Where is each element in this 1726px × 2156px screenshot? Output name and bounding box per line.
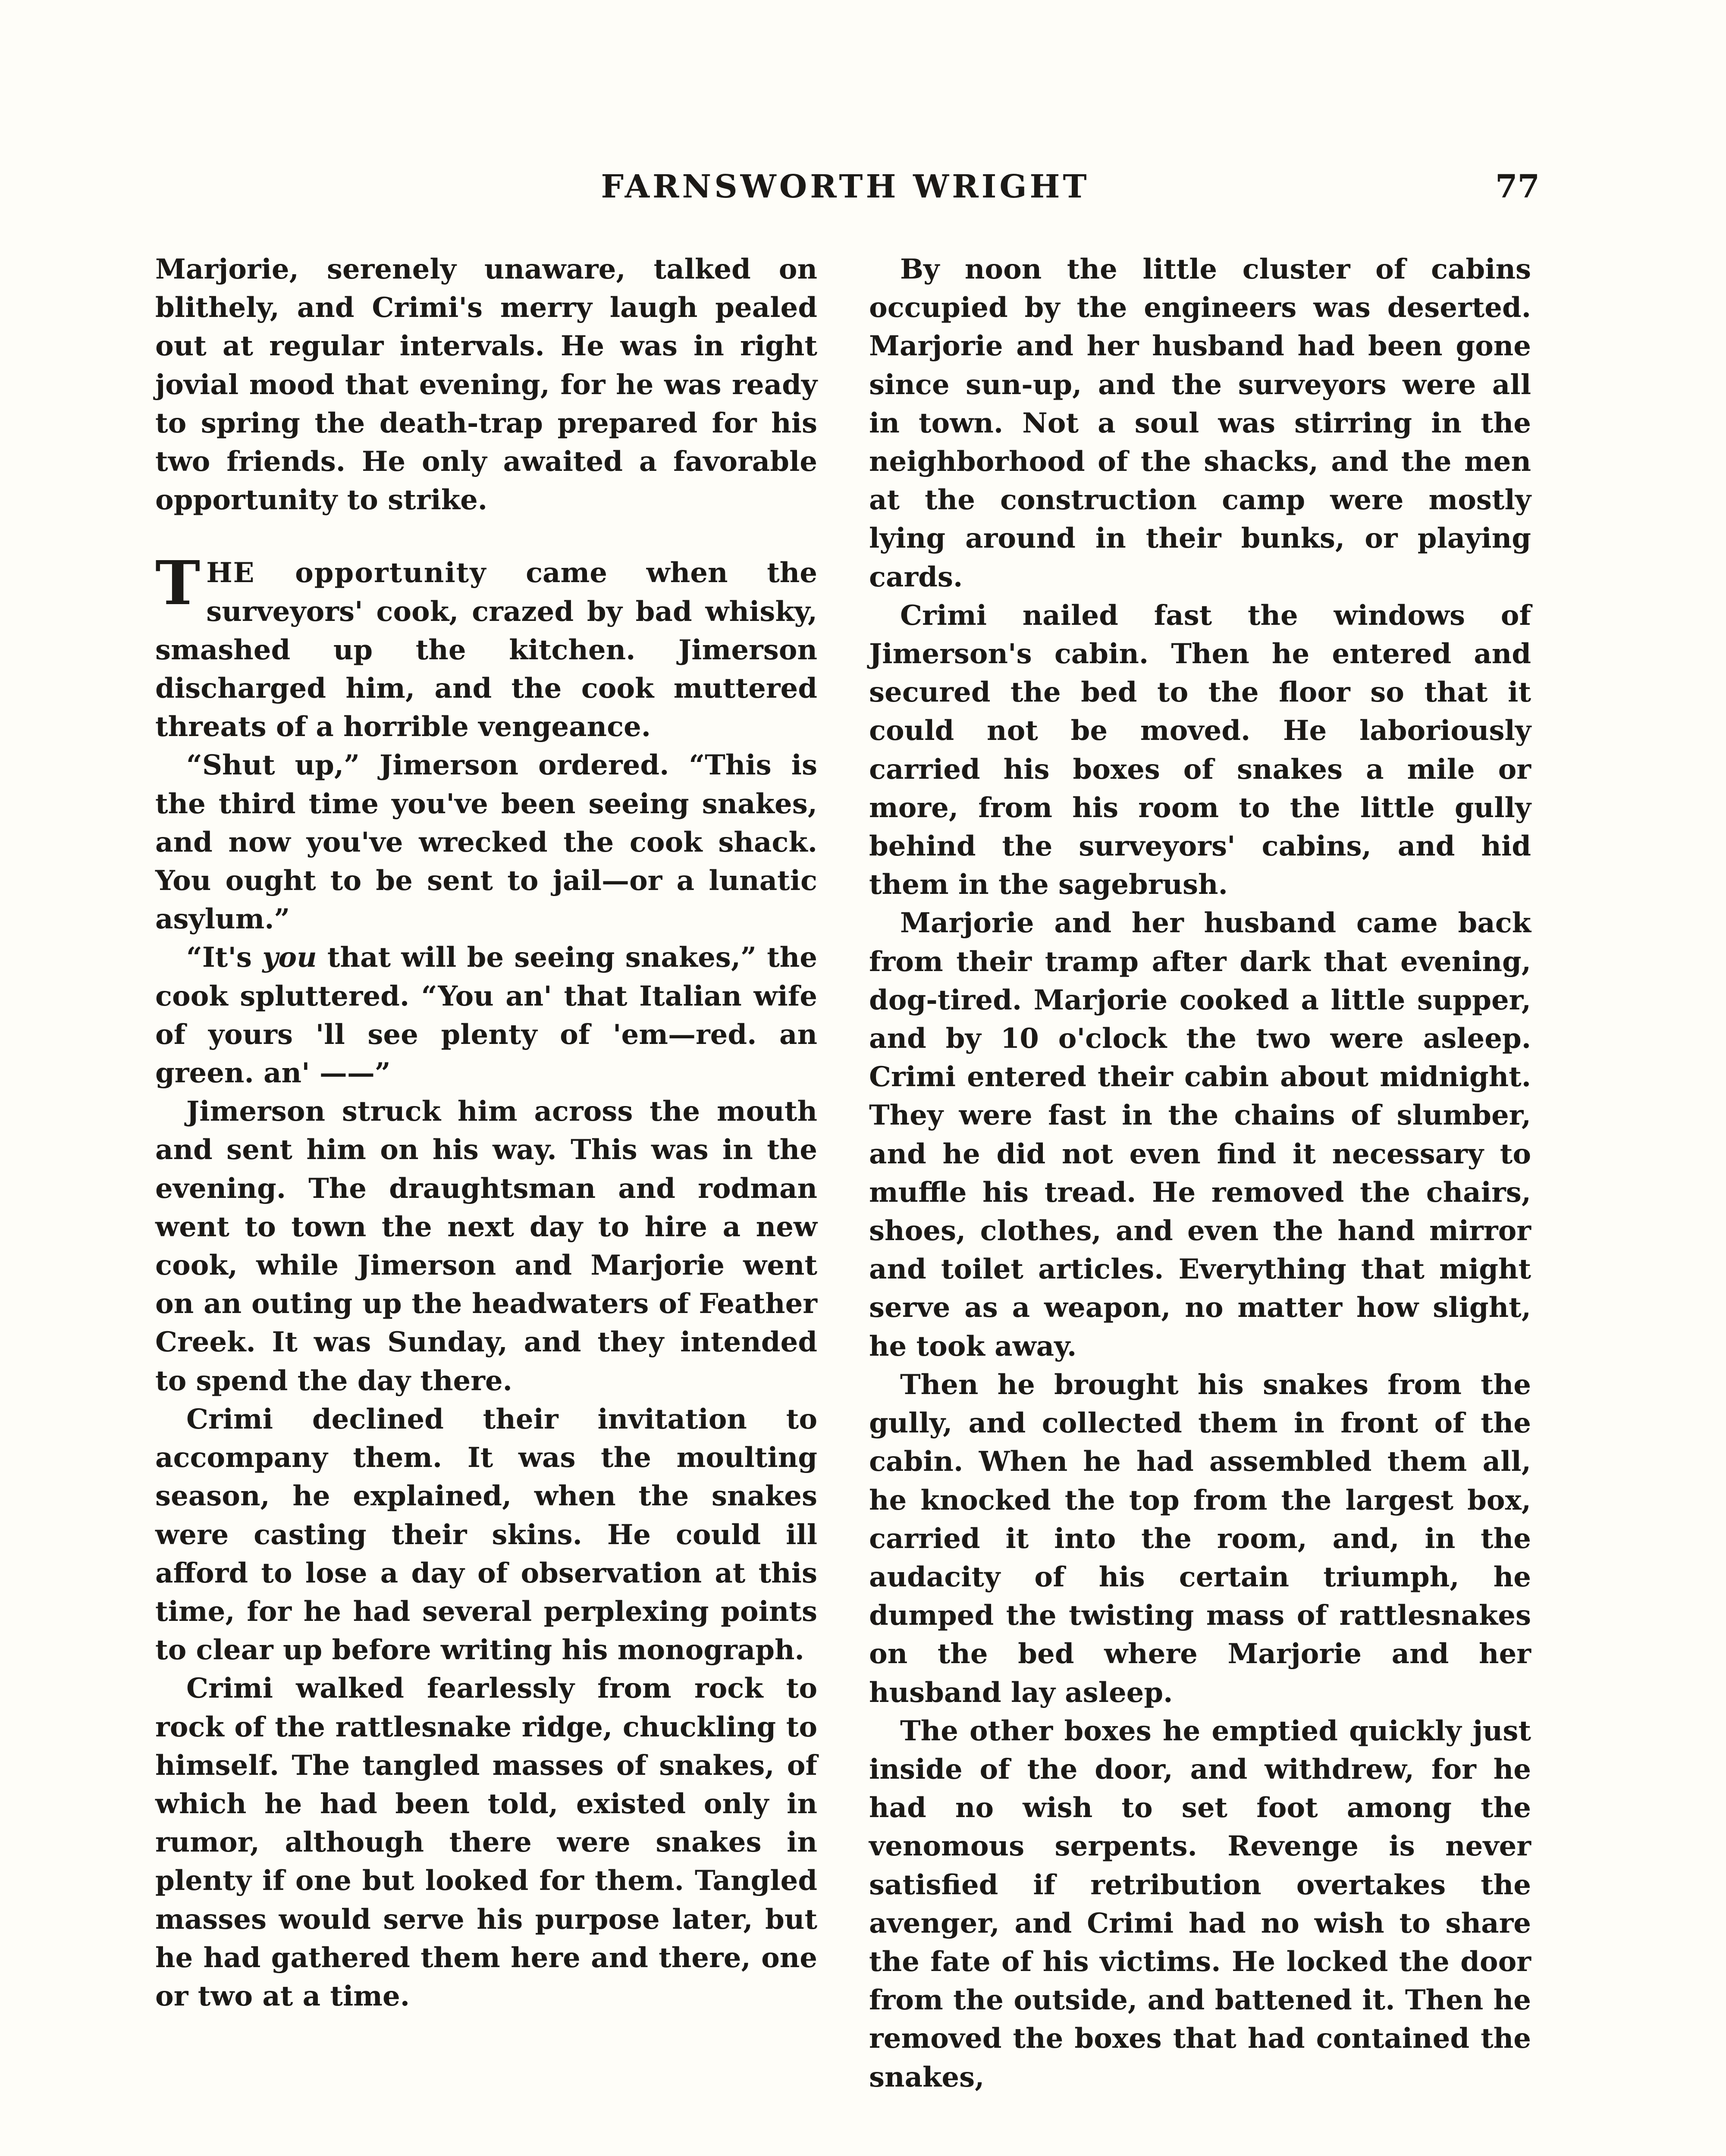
paragraph: Jimerson struck him across the mouth and sent him on his way. This was in the evening. The draughtsman and rodman went to town the next day to hire a new cook, while Jimerson and Marjorie went on an outing up the headwaters of Feather Creek. It was Sunday, and they intended to spend the day there.: [155, 1095, 817, 1397]
paragraph-text: that will be seeing snakes,” the cook spluttered. “You an' that Italian wife of yours 'll see plenty of 'em—red. an green. an' ——”: [155, 941, 818, 1090]
paragraph: Marjorie and her husband came back from their tramp after dark that evening, dog-tired. Marjorie cooked a little supper, and by 10 o'clock the two were asleep. Crimi entered their cabin about midnight. They were fast in the chains of slumber, and he did not even find it necessary to muffle his tread. He removed the chairs, shoes, clothes, and even the hand mirror and toilet articles. Everything that might serve as a weapon, no matter how slight, he took away.: [869, 907, 1531, 1363]
right-column: [869, 250, 1531, 2096]
running-head: FARNSWORTH WRIGHT: [601, 168, 1090, 205]
page-number: 77: [1495, 168, 1540, 205]
paragraph: “Shut up,” Jimerson ordered. “This is the third time you've been seeing snakes, and now you've wrecked the cook shack. You ought to be sent to jail—or a lunatic asylum.”: [155, 749, 817, 936]
paragraph-text: “It's: [186, 941, 263, 974]
paragraph-text: came when the surveyors' cook, crazed by bad whisky, smashed up the kitchen. Jimerson discharged him, and the cook muttered threats of a horrible vengeance.: [155, 557, 818, 743]
page-header: [151, 168, 1540, 211]
paragraph: The other boxes he emptied quickly just inside of the door, and withdrew, for he had no wish to set foot among the venomous serpents. Revenge is never satisfied if retribution overtakes the avenger, and Crimi had no wish to share the fate of his victims. He locked the door from the outside, and battened it. Then he removed the boxes that had contained the snakes,: [869, 1714, 1531, 2093]
paragraph: Crimi walked fearlessly from rock to rock of the rattlesnake ridge, chuckling to himself. The tangled masses of snakes, of which he had been told, existed only in rumor, although there were snakes in plenty if one but looked for them. Tangled masses would serve his purpose later, but he had gathered them here and there, one or two at a time.: [155, 1672, 817, 2012]
paragraph: By noon the little cluster of cabins occupied by the engineers was deserted. Marjorie and her husband had been gone since sun-up, and the surveyors were all in town. Not a soul was stirring in the neighborhood of the shacks, and the men at the construction camp were mostly lying around in their bunks, or playing cards.: [869, 253, 1531, 593]
left-column: [155, 250, 817, 2015]
paragraph: [155, 938, 817, 1092]
emphasis-text: you: [262, 941, 317, 974]
paragraph: Then he brought his snakes from the gully, and collected them in front of the cabin. When he had assembled them all, he knocked the top from the largest box, carried it into the room, and, in the audacity of his certain triumph, he dumped the twisting mass of rattlesnakes on the bed where Marjorie and her husband lay asleep.: [869, 1368, 1531, 1709]
paragraph-section-opening: [155, 548, 818, 746]
paragraph: Crimi nailed fast the windows of Jimerson's cabin. Then he entered and secured the bed to the floor so that it could not be moved. He laboriously carried his boxes of snakes a mile or more, from his room to the little gully behind the surveyors' cabins, and hid them in the sagebrush.: [869, 599, 1531, 901]
paragraph: Crimi declined their invitation to accompany them. It was the moulting season, he explained, when the snakes were casting their skins. He could ill afford to lose a day of observation at this time, for he had several perplexing points to clear up before writing his monograph.: [155, 1403, 817, 1667]
paragraph: Marjorie, serenely unaware, talked on blithely, and Crimi's merry laugh pealed out at regular intervals. He was in right jovial mood that evening, for he was ready to spring the death-trap prepared for his two friends. He only awaited a favorable opportunity to strike.: [155, 253, 817, 517]
section-lead-in: HE opportunity: [206, 557, 487, 589]
drop-cap: T: [155, 548, 201, 619]
